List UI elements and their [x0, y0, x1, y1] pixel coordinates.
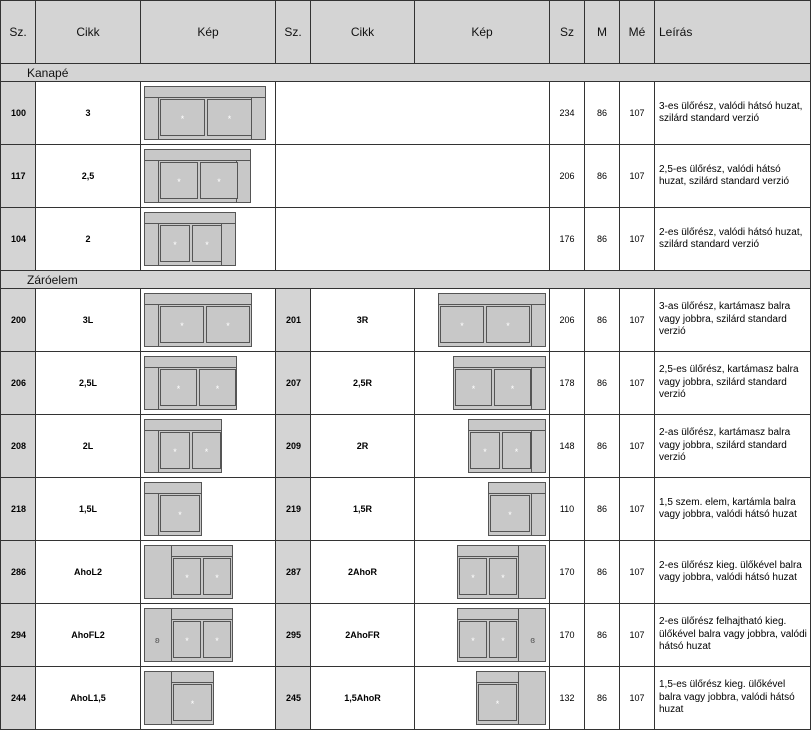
sofa-2-5-drawing — [144, 149, 251, 203]
width-value: 170 — [550, 604, 585, 667]
sofa-image-left — [141, 604, 276, 667]
sofa-image — [141, 145, 276, 208]
width-value: 110 — [550, 478, 585, 541]
empty-cell — [276, 208, 550, 271]
sofa-2ahofr-drawing: ɞ * * — [457, 608, 546, 662]
sofa-image-right — [415, 667, 550, 730]
depth-value: 107 — [620, 208, 655, 271]
depth-value: 107 — [620, 604, 655, 667]
height-value: 86 — [585, 541, 620, 604]
sofa-image-right — [415, 604, 550, 667]
sofa-image-right — [415, 352, 550, 415]
sofa-image-right — [415, 415, 550, 478]
sofa-image-left — [141, 541, 276, 604]
sofa-3l-drawing — [144, 293, 252, 347]
sofa-image-left — [141, 289, 276, 352]
height-value: 86 — [585, 208, 620, 271]
item-number: 218 — [1, 478, 36, 541]
description: 2-es ülőrész, valódi hátsó huzat, szilárd standard verzió — [655, 208, 811, 271]
depth-value: 107 — [620, 145, 655, 208]
article-code-right: 1,5R — [311, 478, 415, 541]
empty-cell — [276, 145, 550, 208]
width-value: 234 — [550, 82, 585, 145]
sofa-ahofl2-drawing: ʚ * * — [144, 608, 233, 662]
article-code-right: 1,5AhoR — [311, 667, 415, 730]
section-title: Kanapé — [1, 64, 811, 82]
description: 1,5 szem. elem, kartámla balra vagy jobbra, valódi hátsó huzat — [655, 478, 811, 541]
width-value: 132 — [550, 667, 585, 730]
sofa-2l-drawing — [144, 419, 222, 473]
table-row — [1, 145, 811, 208]
height-value: 86 — [585, 415, 620, 478]
table-row — [1, 352, 811, 415]
sofa-ahol1-5-drawing — [144, 671, 214, 725]
description: 2,5-es ülőrész, valódi hátsó huzat, szilárd standard verzió — [655, 145, 811, 208]
sofa-2r-drawing — [468, 419, 546, 473]
sofa-3-drawing — [144, 86, 266, 140]
item-number-right: 201 — [276, 289, 311, 352]
article-code-right: 2R — [311, 415, 415, 478]
sofa-2-5l-drawing — [144, 356, 237, 410]
item-number-right: 207 — [276, 352, 311, 415]
item-number-right: 219 — [276, 478, 311, 541]
width-value: 148 — [550, 415, 585, 478]
item-number: 206 — [1, 352, 36, 415]
depth-value: 107 — [620, 352, 655, 415]
sofa-1-5l-drawing — [144, 482, 202, 536]
description: 2-es ülőrész kieg. ülőkével balra vagy jobbra, valódi hátsó huzat — [655, 541, 811, 604]
article-code-right: 2,5R — [311, 352, 415, 415]
item-number: 286 — [1, 541, 36, 604]
table-row — [1, 82, 811, 145]
depth-value: 107 — [620, 478, 655, 541]
sofa-image-left — [141, 478, 276, 541]
sofa-1-5ahor-drawing — [476, 671, 546, 725]
header-row — [1, 1, 811, 64]
depth-value: 107 — [620, 541, 655, 604]
width-value: 206 — [550, 145, 585, 208]
sofa-2-5r-drawing — [453, 356, 546, 410]
table-row — [1, 667, 811, 730]
sofa-ahol2-drawing — [144, 545, 233, 599]
header-kep: Kép — [141, 1, 276, 64]
sofa-image-right — [415, 541, 550, 604]
item-number-right: 209 — [276, 415, 311, 478]
table-row — [1, 289, 811, 352]
article-code: 2L — [36, 415, 141, 478]
width-value: 170 — [550, 541, 585, 604]
height-value: 86 — [585, 352, 620, 415]
item-number: 208 — [1, 415, 36, 478]
height-value: 86 — [585, 667, 620, 730]
item-number-right: 287 — [276, 541, 311, 604]
article-code: 2,5L — [36, 352, 141, 415]
table-row — [1, 415, 811, 478]
table-row — [1, 604, 811, 667]
item-number-right: 245 — [276, 667, 311, 730]
article-code: AhoL1,5 — [36, 667, 141, 730]
table-row — [1, 478, 811, 541]
sofa-1-5r-drawing — [488, 482, 546, 536]
width-value: 206 — [550, 289, 585, 352]
article-code: AhoL2 — [36, 541, 141, 604]
article-code: 3 — [36, 82, 141, 145]
sofa-image-left — [141, 415, 276, 478]
sofa-image-right — [415, 478, 550, 541]
article-code: 3L — [36, 289, 141, 352]
description: 3-as ülőrész, kartámasz balra vagy jobbra, szilárd standard verzió — [655, 289, 811, 352]
article-code: 1,5L — [36, 478, 141, 541]
header-sz-2: Sz. — [276, 1, 311, 64]
description: 2-es ülőrész felhajtható kieg. ülőkével balra vagy jobbra, valódi hátsó huzat — [655, 604, 811, 667]
sofa-image-right — [415, 289, 550, 352]
item-number-right: 295 — [276, 604, 311, 667]
item-number: 104 — [1, 208, 36, 271]
header-cikk-2: Cikk — [311, 1, 415, 64]
article-code-right: 2AhoFR — [311, 604, 415, 667]
description: 3-es ülőrész, valódi hátsó huzat, szilárd standard verzió — [655, 82, 811, 145]
height-value: 86 — [585, 478, 620, 541]
table-row — [1, 541, 811, 604]
depth-value: 107 — [620, 289, 655, 352]
article-code: 2 — [36, 208, 141, 271]
sofa-image-left — [141, 667, 276, 730]
section-row — [1, 64, 811, 82]
sofa-2ahor-drawing — [457, 545, 546, 599]
description: 2-as ülőrész, kartámasz balra vagy jobbra, szilárd standard verzió — [655, 415, 811, 478]
depth-value: 107 — [620, 667, 655, 730]
header-depth: Mé — [620, 1, 655, 64]
depth-value: 107 — [620, 82, 655, 145]
width-value: 176 — [550, 208, 585, 271]
item-number: 117 — [1, 145, 36, 208]
depth-value: 107 — [620, 415, 655, 478]
description: 2,5-es ülőrész, kartámasz balra vagy jobbra, szilárd standard verzió — [655, 352, 811, 415]
height-value: 86 — [585, 289, 620, 352]
description: 1,5-es ülőrész kieg. ülőkével balra vagy jobbra, valódi hátsó huzat — [655, 667, 811, 730]
width-value: 178 — [550, 352, 585, 415]
sofa-2-drawing — [144, 212, 236, 266]
table-row — [1, 208, 811, 271]
header-width: Sz — [550, 1, 585, 64]
height-value: 86 — [585, 145, 620, 208]
empty-cell — [276, 82, 550, 145]
header-cikk: Cikk — [36, 1, 141, 64]
header-kep-2: Kép — [415, 1, 550, 64]
article-code-right: 2AhoR — [311, 541, 415, 604]
item-number: 244 — [1, 667, 36, 730]
header-description: Leírás — [655, 1, 811, 64]
sofa-image — [141, 82, 276, 145]
sofa-image-left — [141, 352, 276, 415]
header-sz: Sz. — [1, 1, 36, 64]
article-code: AhoFL2 — [36, 604, 141, 667]
article-code-right: 3R — [311, 289, 415, 352]
height-value: 86 — [585, 82, 620, 145]
sofa-image — [141, 208, 276, 271]
article-code: 2,5 — [36, 145, 141, 208]
item-number: 294 — [1, 604, 36, 667]
sofa-3r-drawing — [438, 293, 546, 347]
height-value: 86 — [585, 604, 620, 667]
item-number: 200 — [1, 289, 36, 352]
header-height: M — [585, 1, 620, 64]
section-title: Záróelem — [1, 271, 811, 289]
section-row — [1, 271, 811, 289]
item-number: 100 — [1, 82, 36, 145]
